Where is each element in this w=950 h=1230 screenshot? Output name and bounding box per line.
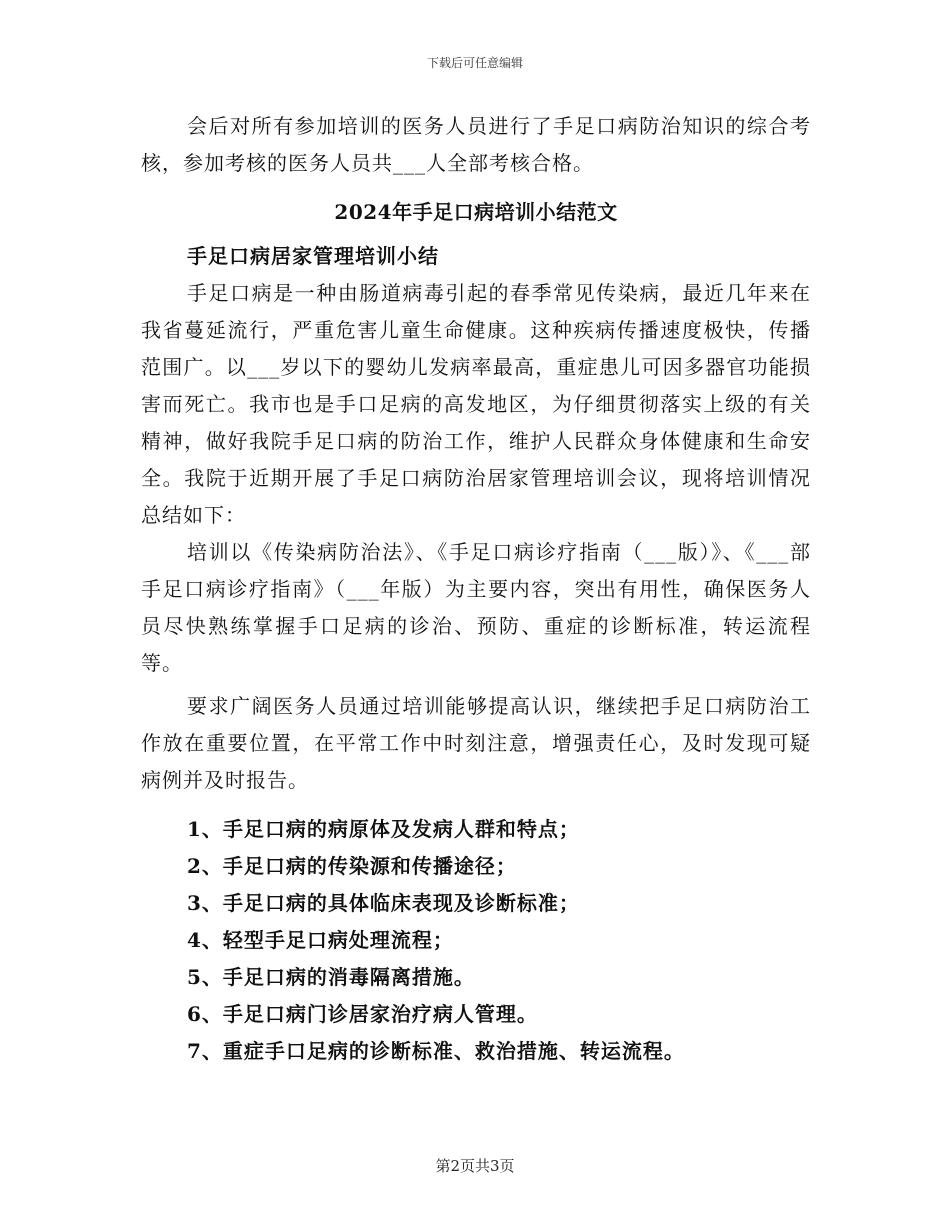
list-item: 3、手足口病的具体临床表现及诊断标准； <box>187 891 580 915</box>
list-item: 6、手足口病门诊居家治疗病人管理。 <box>187 1002 538 1026</box>
list-item: 4、轻型手足口病处理流程； <box>187 928 454 952</box>
list-item: 1、手足口病的病原体及发病人群和特点； <box>187 817 580 841</box>
header-note: 下载后可任意编辑 <box>426 56 523 70</box>
list-item: 7、重症手口足病的诊断标准、救治措施、转运流程。 <box>187 1039 685 1063</box>
topic-list <box>141 811 811 1070</box>
page-number: 第2页共3页 <box>435 1157 515 1175</box>
intro-paragraph: 会后对所有参加培训的医务人员进行了手足口病防治知识的综合考核，参加考核的医务人员共___人全部考核合格。 <box>141 114 811 175</box>
section-subtitle: 手足口病居家管理培训小结 <box>187 244 439 268</box>
list-item: 5、手足口病的消毒隔离措施。 <box>187 965 475 989</box>
document-body <box>141 108 811 1070</box>
document-title: 2024年手足口病培训小结范文 <box>334 200 618 224</box>
body-paragraph: 要求广阔医务人员通过培训能够提高认识，继续把手足口病防治工作放在重要位置，在平常工作中时刻注意，增强责任心，及时发现可疑病例并及时报告。 <box>141 694 811 792</box>
list-item: 2、手足口病的传染源和传播途径； <box>187 854 517 878</box>
body-paragraph: 培训以《传染病防治法》、《手足口病诊疗指南（___版）》、《___部手足口病诊疗指南》（___年版）为主要内容，突出有用性，确保医务人员尽快熟练掌握手口足病的诊治、预防、重症的诊断标准，转运流程等。 <box>141 540 811 675</box>
body-paragraph: 手足口病是一种由肠道病毒引起的春季常见传染病，最近几年来在我省蔓延流行，严重危害儿童生命健康。这种疾病传播速度极快，传播范围广。以___岁以下的婴幼儿发病率最高，重症患儿可因多器官功能损害而死亡。我市也是手口足病的高发地区，为仔细贯彻落实上级的有关精神，做好我院手足口病的防治工作，维护人民群众身体健康和生命安全。我院于近期开展了手足口病防治居家管理培训会议，现将培训情况总结如下： <box>141 281 811 527</box>
